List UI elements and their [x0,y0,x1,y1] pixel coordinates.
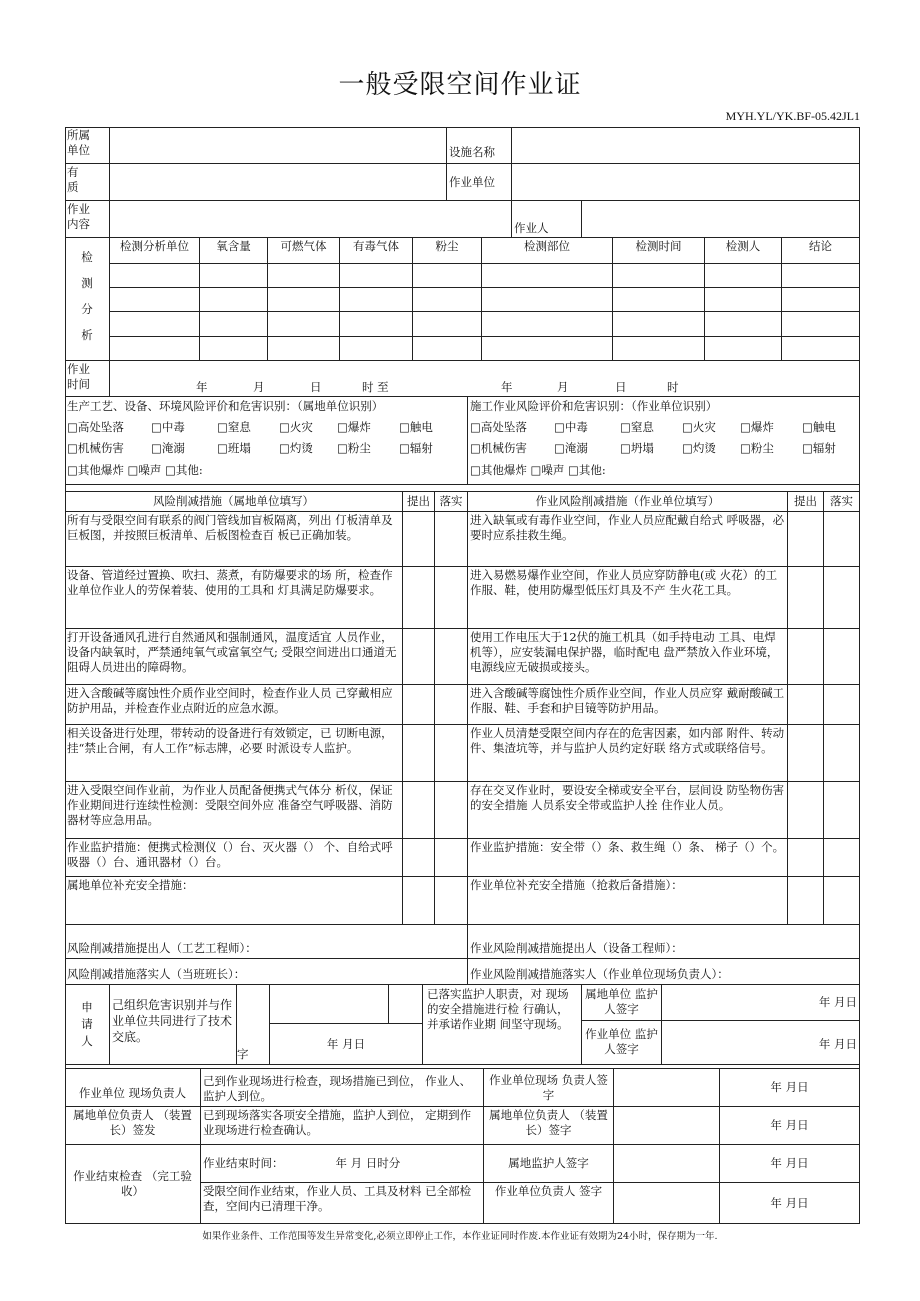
content-label: 作业 内容 [65,201,110,238]
detection-cell[interactable] [110,288,200,312]
risk-option[interactable]: □火灾 [279,420,313,434]
detection-cell[interactable] [200,288,268,312]
local-guard-date: 年 月日 [818,995,857,1009]
work-site-date: 年 月日 [720,1069,860,1107]
right-measure-implement[interactable] [824,839,860,877]
end-local-sign[interactable] [614,1145,720,1183]
right-measure-text: 进入缺氧或有毒作业空间，作业人员应配戴自给式 呼吸器，必要时应系挂救生绳。 [468,512,788,567]
time-year1: 年 [196,380,208,394]
end-time-label: 作业结束时间： [203,1156,284,1170]
risk-option[interactable]: □爆炸 [337,420,371,434]
detection-col-header: 检测时间 [613,238,705,264]
left-measure-propose[interactable] [403,725,435,782]
detection-cell[interactable] [340,264,413,288]
right-measure-propose[interactable] [788,725,824,782]
facility-field[interactable] [512,127,860,164]
right-measure-text: 使用工作电压大于12伏的施工机具（如手持电动 工具、电焊机等），应安装漏电保护器，临时配电 盘严禁放入作业环境，电源线应无破损或接头。 [468,629,788,685]
risk-option[interactable]: □淹溺 [151,441,185,455]
spacer-row [65,485,860,492]
detection-cell[interactable] [340,312,413,337]
detection-label: 检 测 分 析 [65,238,110,361]
measures-left-header: 风险削减措施（属地单位填写） [65,492,403,512]
detection-cell[interactable] [268,312,340,337]
detection-cell[interactable] [413,288,482,312]
left-proposer[interactable]: 风险削减措施提出人（工艺工程师）： [65,925,468,959]
right-measure-propose[interactable] [788,512,824,567]
left-measure-text: 所有与受限空间有联系的阀门管线加盲板隔离，列出 仃板清单及巨板图，并按照巨板清单、后板图检查百 板已正确加装。 [65,512,403,567]
right-measure-implement[interactable] [824,685,860,725]
detection-cell[interactable] [340,288,413,312]
local-guard-label: 属地单位 监护人签字 [582,985,662,1021]
worker-field[interactable] [582,201,860,238]
detection-cell[interactable] [268,264,340,288]
local-head-label: 属地单位负责人 （装置长）签发 [65,1107,201,1145]
detection-col-header: 可燃气体 [268,238,340,264]
left-measure-implement[interactable] [435,782,468,839]
detection-cell[interactable] [705,337,782,361]
right-measure-propose[interactable] [788,567,824,629]
risk-option[interactable]: □坍塌 [620,441,654,455]
right-measure-implement[interactable] [824,512,860,567]
left-measure-propose[interactable] [403,629,435,685]
right-implementer[interactable]: 作业风险削减措施落实人（作业单位现场负责人）： [468,959,860,985]
right-measure-propose[interactable] [788,629,824,685]
detection-cell[interactable] [613,288,705,312]
measures-right-implement: 落实 [824,492,860,512]
local-head-sign[interactable] [614,1107,720,1145]
left-measure-text: 作业监护措施：便携式检测仪（）台、灭火器（） 个、自给式呼吸器（）台、通讯器材（）台。 [65,839,403,877]
measures-left-propose: 提出 [403,492,435,512]
detection-cell[interactable] [413,264,482,288]
measures-right-header: 作业风险削减措施（作业单位填写） [468,492,788,512]
work-guard-date: 年 月日 [818,1037,857,1051]
risk-option[interactable]: □机械伤害 [470,441,527,455]
end-local-date: 年 月日 [720,1145,860,1183]
guard-statement: 已落实监护人职责，对 现场的安全措施进行检 行确认，并承诺作业期 间坚守现场。 [423,985,582,1065]
right-measure-text: 进入易燃易爆作业空间，作业人员应穿防静电(或 火花）的工作服、鞋，使用防爆型低压灯具及不产 生火花工具。 [468,567,788,629]
risk-right [468,397,860,485]
risk-option[interactable]: □粉尘 [337,441,371,455]
medium-label: 有 质 [65,164,110,201]
left-measure-text: 设备、管道经过置换、吹扫、蒸煮，有防爆要求的场 所，检查作业单位作业人的劳保着装、使用的工具和 灯具满足防爆要求。 [65,567,403,629]
detection-cell[interactable] [782,264,860,288]
right-measure-text: 进入含酸碱等腐蚀性介质作业空间，作业人员应穿 戴耐酸碱工作服、鞋、手套和护目镜等防护用品。 [468,685,788,725]
left-measure-propose[interactable] [403,839,435,877]
right-measure-implement[interactable] [824,725,860,782]
applicant-text: 己组织危害识别并与作业单位共同进行了技术交底。 [110,985,237,1065]
local-head-date: 年 月日 [720,1107,860,1145]
detection-cell[interactable] [200,312,268,337]
time-day1: 日 [310,380,322,394]
right-measure-text: 作业人员清楚受限空间内存在的危害因素，如内部 附件、转动件、集渣坑等，并与监护人员约定好联 络方式或联络信号。 [468,725,788,782]
risk-option[interactable]: □窒息 [620,420,654,434]
end-check-label: 作业结束检查 （完工验收） [65,1145,201,1224]
detection-cell[interactable] [613,312,705,337]
left-measure-implement[interactable] [435,685,468,725]
right-measure-implement[interactable] [824,629,860,685]
risk-option[interactable]: □爆炸 [740,420,774,434]
time-year2: 年 [501,380,513,394]
risk-option[interactable]: □灼烫 [279,441,313,455]
time-label: 作业 时间 [65,361,110,397]
left-measure-text: 属地单位补充安全措施： [65,877,403,925]
risk-left-title: 生产工艺、设备、环境风险评价和危害识别：（属地单位识别） [67,399,384,413]
time-hour1: 时 至 [362,380,389,394]
content-field[interactable] [110,201,512,238]
local-guard-sign[interactable] [662,985,860,1021]
right-measure-propose[interactable] [788,877,824,925]
risk-option[interactable]: □辐射 [399,441,433,455]
applicant-sign-extra[interactable] [389,985,423,1024]
detection-cell[interactable] [613,337,705,361]
detection-cell[interactable] [782,312,860,337]
detection-cell[interactable] [613,264,705,288]
right-measure-propose[interactable] [788,685,824,725]
risk-option[interactable]: □班塌 [217,441,251,455]
detection-col-header: 有毒气体 [340,238,413,264]
time-day2: 日 [615,380,627,394]
end-work-date: 年 月日 [720,1183,860,1224]
left-measure-propose[interactable] [403,512,435,567]
left-measure-implement[interactable] [435,877,468,925]
unit-label: 所属 单位 [65,127,110,164]
detection-cell[interactable] [782,337,860,361]
detection-col-header: 检测分析单位 [110,238,200,264]
detection-cell[interactable] [705,264,782,288]
right-proposer[interactable]: 作业风险削减措施提出人（设备工程师）： [468,925,860,959]
end-local-sign-label: 属地监护人签字 [484,1145,614,1183]
left-measure-implement[interactable] [435,629,468,685]
work-unit-label: 作业单位 [447,164,512,201]
end-text: 受限空间作业结束，作业人员、工具及材料 已全部检查，空间内已清理干净。 [201,1183,484,1224]
right-measure-text: 作业单位补充安全措施（抢救后备措施）： [468,877,788,925]
risk-option[interactable]: □机械伤害 [67,441,124,455]
left-measure-text: 进入受限空间作业前，为作业人员配备便携式气体分 析仪，保证作业期间进行连续性检测：受限空间外应 准备空气呼吸器、消防器材等应急用品。 [65,782,403,839]
right-measure-text: 存在交叉作业时，要设安全梯或安全平台，层间设 防坠物伤害的安全措施 人员系安全带或监护人拴 住作业人员。 [468,782,788,839]
left-measure-implement[interactable] [435,725,468,782]
time-hour2: 时 [667,380,679,394]
risk-option[interactable]: □中毒 [151,420,185,434]
risk-option[interactable]: □灼烫 [682,441,716,455]
detection-cell[interactable] [413,337,482,361]
left-measure-implement[interactable] [435,512,468,567]
end-work-sign-label: 作业单位负责人 签字 [484,1183,614,1224]
risk-left [65,397,468,485]
right-measure-implement[interactable] [824,782,860,839]
detection-cell[interactable] [782,288,860,312]
left-measure-text: 打开设备通风孔进行自然通风和强制通风，温度适宜 人员作业，设备内缺氧时，严禁通纯氧气或富氧空气; 受限空间进出口通道无阻碍人员进出的障碍物。 [65,629,403,685]
worker-label: 作业人 [512,201,582,238]
medium-field[interactable] [110,164,447,201]
detection-col-header: 氧含量 [200,238,268,264]
risk-option[interactable]: □高处坠落 [67,420,124,434]
right-measure-implement[interactable] [824,877,860,925]
detection-cell[interactable] [110,264,200,288]
detection-cell[interactable] [110,337,200,361]
risk-left-row3[interactable]: □其他爆炸 □噪声 □其他: [67,463,203,477]
detection-cell[interactable] [482,264,613,288]
risk-right-row3[interactable]: □其他爆炸 □噪声 □其他: [470,463,606,477]
risk-option[interactable]: □触电 [399,420,433,434]
end-time-cell[interactable] [201,1145,484,1183]
detection-cell[interactable] [200,337,268,361]
work-site-sign[interactable] [614,1069,720,1107]
detection-col-header: 检测部位 [482,238,613,264]
work-site-sign-label: 作业单位现场 负责人签字 [484,1069,614,1107]
right-measure-text: 作业监护措施：安全带（）条、救生绳（）条、 梯子（）个。 [468,839,788,877]
detection-cell[interactable] [482,312,613,337]
detection-cell[interactable] [200,264,268,288]
left-measure-implement[interactable] [435,839,468,877]
end-work-sign[interactable] [614,1183,720,1224]
right-measure-propose[interactable] [788,782,824,839]
left-measure-propose[interactable] [403,782,435,839]
risk-option[interactable]: □粉尘 [740,441,774,455]
detection-col-header: 粉尘 [413,238,482,264]
permit-table [65,127,860,1224]
risk-option[interactable]: □触电 [802,420,836,434]
detection-cell[interactable] [705,288,782,312]
detection-cell[interactable] [268,288,340,312]
risk-option[interactable]: □窒息 [217,420,251,434]
detection-col-header: 检测人 [705,238,782,264]
form-title: 一般受限空间作业证 [338,70,582,100]
detection-cell[interactable] [482,337,613,361]
time-field[interactable] [110,361,860,397]
left-measure-propose[interactable] [403,685,435,725]
risk-option[interactable]: □淹溺 [554,441,588,455]
applicant-label: 申 请 人 [65,985,110,1065]
risk-option[interactable]: □中毒 [554,420,588,434]
left-measure-text: 进入含酸碱等腐蚀性介质作业空间时，检查作业人员 己穿戴相应防护用品，并检查作业点附近的应急水源。 [65,685,403,725]
risk-right-title: 施工作业风险评价和危害识别：（作业单位识别） [470,399,718,413]
work-site-label: 作业单位 现场负责人 [65,1069,201,1107]
footer-note: 如果作业条件、工作范围等发生异常变化,必须立即停止工作，本作业证同时作废.本作业证有效期为24小时，保存期为一年. [202,1231,718,1242]
detection-cell[interactable] [705,312,782,337]
time-month1: 月 [253,380,265,394]
work-guard-sign[interactable] [662,1021,860,1065]
facility-label: 设施名称 [447,127,512,164]
applicant-sign-fragment[interactable]: 字 [237,985,270,1065]
left-measure-text: 相关设备进行处理，带转动的设备进行有效锁定，已 切断电源，挂“禁止合闸，有人工作”标志牌，必要 时派设专人监护。 [65,725,403,782]
end-time-value: 年 月 日时分 [335,1156,401,1170]
local-head-text: 已到现场落实各项安全措施，监护人到位， 定期到作业现场进行检查确认。 [201,1107,484,1145]
applicant-date: 年 月日 [270,1024,423,1065]
left-measure-propose[interactable] [403,567,435,629]
time-month2: 月 [557,380,569,394]
measures-left-implement: 落实 [435,492,468,512]
left-measure-implement[interactable] [435,567,468,629]
detection-col-header: 结论 [782,238,860,264]
applicant-sign[interactable] [270,985,389,1024]
left-implementer[interactable]: 风险削减措施落实人（当班班长）： [65,959,468,985]
work-guard-label: 作业单位 监护人签字 [582,1021,662,1065]
risk-option[interactable]: □辐射 [802,441,836,455]
risk-option[interactable]: □火灾 [682,420,716,434]
detection-cell[interactable] [482,288,613,312]
right-measure-implement[interactable] [824,567,860,629]
measures-right-propose: 提出 [788,492,824,512]
unit-field[interactable] [110,127,447,164]
left-measure-propose[interactable] [403,877,435,925]
detection-cell[interactable] [413,312,482,337]
detection-cell[interactable] [340,337,413,361]
right-measure-propose[interactable] [788,839,824,877]
work-unit-field[interactable] [512,164,860,201]
risk-option[interactable]: □高处坠落 [470,420,527,434]
form-code: MYH.YL/YK.BF-05.42JL1 [725,109,860,123]
detection-cell[interactable] [110,312,200,337]
local-head-sign-label: 属地单位负责人 （装置长）签字 [484,1107,614,1145]
detection-cell[interactable] [268,337,340,361]
work-site-text: 己到作业现场进行检查，现场措施已到位， 作业人、监护人到位。 [201,1069,484,1107]
